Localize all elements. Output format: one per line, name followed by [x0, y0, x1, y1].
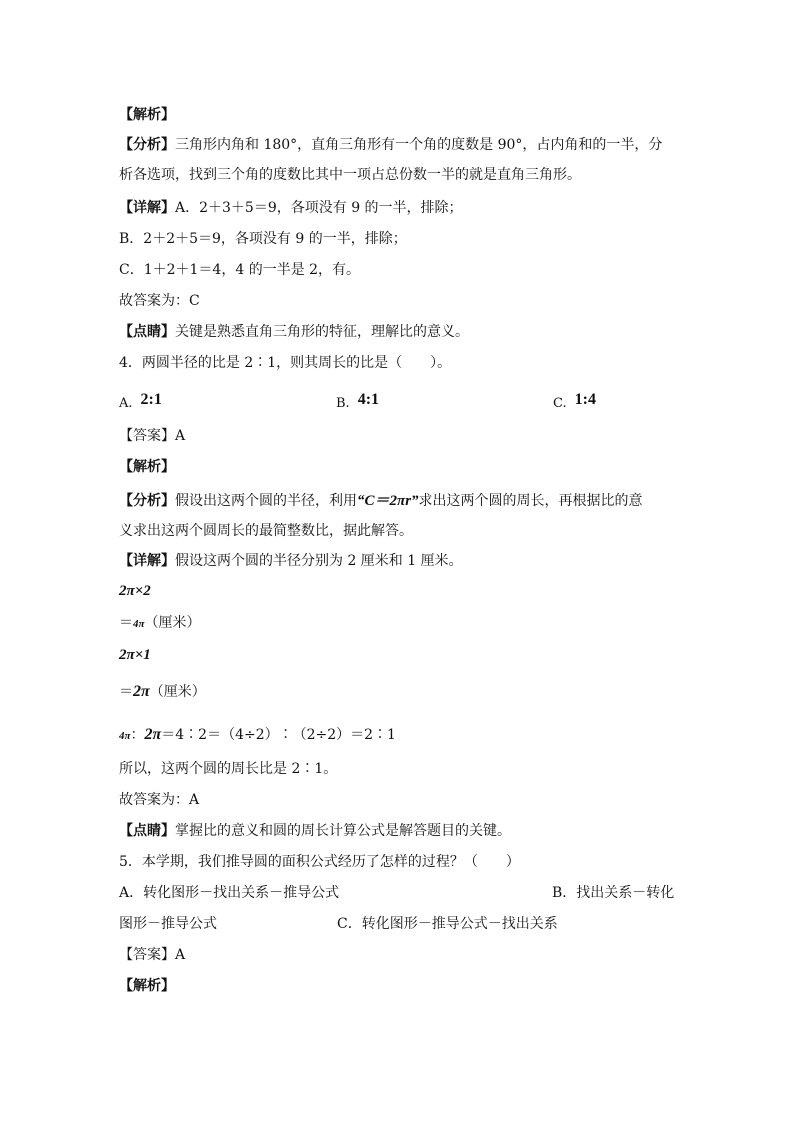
ratio-colon: ： [130, 727, 145, 743]
dianjing-label: 【点睛】 [119, 324, 175, 340]
fenxi-text-4a: 假设出这两个圆的半径，利用 [175, 493, 357, 509]
q5-option-c: C．转化图形－推导公式－找出关系 [337, 916, 558, 932]
q5-option-a: A．转化图形－找出关系－推导公式 [119, 885, 340, 901]
xiangjie-text-4: 假设这两个圆的半径分别为 2 厘米和 1 厘米。 [175, 553, 463, 569]
option-c-value: 1:4 [574, 391, 596, 408]
dianjing-paragraph-4 [119, 821, 511, 841]
fenxi-paragraph-4 [119, 491, 643, 511]
dianjing-paragraph-1 [119, 322, 469, 342]
option-b-label: B. [336, 396, 350, 411]
dianjing-text: 关键是熟悉直角三角形的特征，理解比的意义。 [175, 324, 469, 340]
option-c [553, 393, 596, 414]
fenxi-paragraph-1 [119, 135, 662, 155]
formula-circumference: “C＝2πr” [357, 493, 419, 509]
option-a [119, 393, 162, 414]
ratio-rest: ＝4∶2＝（4÷2）∶（2÷2）＝2∶1 [161, 727, 396, 743]
option-a-label: A. [119, 396, 133, 411]
ratio-line [119, 725, 396, 746]
calc-math-2: 4π [133, 618, 145, 630]
calc-line-3: 2π×1 [119, 647, 151, 663]
question-4: 4．两圆半径的比是 2∶1，则其周长的比是（ ）。 [119, 355, 452, 371]
xiangjie-label: 【详解】 [119, 200, 175, 216]
calc-unit-2: （厘米） [144, 615, 201, 631]
fenxi-text: 三角形内角和 180°，直角三角形有一个角的度数是 90°，占内角和的一半，分 [175, 137, 663, 153]
answer-line-1: 故答案为：C [119, 293, 200, 309]
option-c-label: C. [553, 396, 567, 411]
xiangjie-label-4: 【详解】 [119, 553, 175, 569]
jiexi-heading-4: 【解析】 [119, 459, 175, 475]
ratio-math-1: 4π [119, 730, 131, 742]
option-b [336, 393, 379, 414]
option-b-value: 4:1 [357, 391, 380, 408]
xiangjie-text: A．2＋3＋5＝9，各项没有 9 的一半，排除； [175, 200, 463, 216]
calc-line-1: 2π×2 [119, 583, 151, 599]
q5-option-b: B．找出关系－转化 [552, 885, 675, 901]
xiangjie-paragraph-1 [119, 198, 463, 218]
answer-line-4: 【答案】A [119, 428, 186, 444]
answer-line-5: 【答案】A [119, 947, 186, 963]
fenxi-label-4: 【分析】 [119, 493, 175, 509]
fenxi-paragraph-4-cont: 义求出这两个圆周长的最简整数比，据此解答。 [119, 523, 413, 539]
dianjing-label-4: 【点睛】 [119, 823, 175, 839]
option-a-value: 2:1 [140, 391, 162, 408]
question-5: 5．本学期，我们推导圆的面积公式经历了怎样的过程？（ ） [119, 854, 520, 870]
fenxi-paragraph-1-cont: 析各选项，找到三个角的度数比其中一项占总份数一半的就是直角三角形。 [119, 167, 581, 183]
fenxi-label: 【分析】 [119, 137, 175, 153]
conclusion-line: 所以，这两个圆的周长比是 2∶1。 [119, 761, 338, 777]
dianjing-text-4: 掌握比的意义和圆的周长计算公式是解答题目的关键。 [175, 823, 511, 839]
calc-eq-4: ＝ [119, 684, 133, 700]
calc-eq-2: ＝ [119, 615, 133, 631]
q5-option-b-cont: 图形－推导公式 [119, 916, 217, 932]
detail-line-b: B．2＋2＋5＝9，各项没有 9 的一半，排除； [119, 231, 407, 247]
detail-line-c: C．1＋2＋1＝4，4 的一半是 2，有。 [119, 262, 361, 278]
ratio-math-2: 2π [144, 726, 162, 743]
answer-line-4b: 故答案为：A [119, 792, 200, 808]
jiexi-heading-1: 【解析】 [119, 107, 175, 123]
calc-unit-4: （厘米） [149, 684, 206, 700]
calc-math-4: 2π [133, 683, 150, 700]
xiangjie-paragraph-4 [119, 551, 463, 571]
jiexi-heading-5: 【解析】 [119, 978, 175, 994]
calc-line-2 [119, 613, 201, 634]
calc-line-4 [119, 682, 206, 702]
fenxi-text-4b: 求出这两个圆的周长，再根据比的意 [418, 493, 643, 509]
